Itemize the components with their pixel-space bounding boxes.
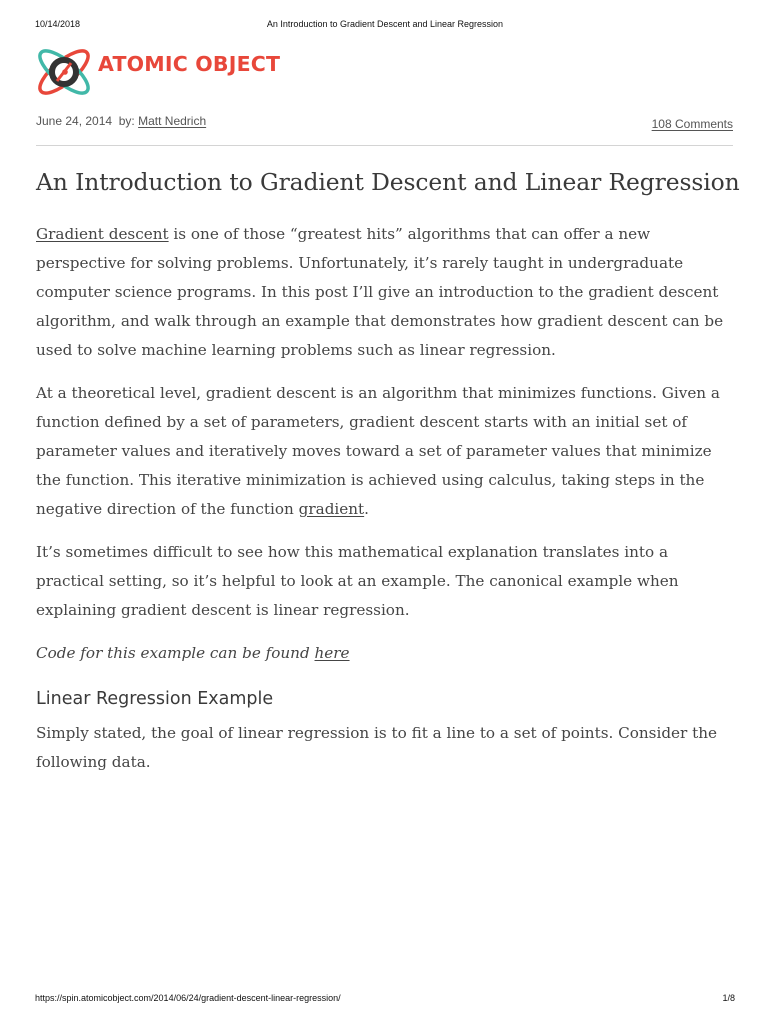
atom-logo-icon — [34, 38, 98, 108]
print-document-title: An Introduction to Gradient Descent and Linear Regression — [266, 19, 504, 29]
theory-period: . — [364, 500, 369, 518]
intro-text: is one of those “greatest hits” algorithms that can offer a new perspective for solving problems. Unfortunately, it’s rarely taught in undergraduate computer science programs. In this post I’ll give an introduction to the gradient descent algorithm, and walk through an example that demonstrates how gradient descent can be used to solve machine learning problems such as linear regression. — [36, 225, 724, 359]
page-number: 1/8 — [722, 993, 735, 1003]
code-note — [36, 639, 733, 668]
code-note-text: Code for this example can be found — [36, 644, 315, 662]
comments-link[interactable]: 108 Comments — [651, 117, 733, 131]
site-logo[interactable] — [34, 38, 281, 108]
intro-paragraph — [36, 220, 733, 365]
post-date: June 24, 2014 — [36, 114, 113, 128]
theory-paragraph — [36, 379, 733, 524]
theory-text: At a theoretical level, gradient descent is an algorithm that minimizes functions. Given a function defined by a set of parameters, gradient descent starts with an initial set of parameter values and iteratively moves toward a set of parameter values that minimize the function. This iterative minimization is achieved using calculus, taking steps in the negative direction of the function — [36, 384, 720, 518]
byline-label: by: — [118, 114, 135, 128]
print-header — [35, 19, 735, 31]
divider — [36, 145, 733, 146]
section-heading: Linear Regression Example — [36, 689, 274, 709]
brand-name: ATOMIC OBJECT — [98, 52, 281, 76]
post-meta — [36, 114, 733, 132]
example-paragraph: It’s sometimes difficult to see how this mathematical explanation translates into a practical setting, so it’s helpful to look at an example. The canonical example when explaining gradient descent is linear regression. — [36, 543, 679, 619]
gradient-link[interactable]: gradient — [298, 500, 365, 518]
article — [36, 164, 740, 777]
article-title: An Introduction to Gradient Descent and Linear Regression — [36, 168, 740, 196]
code-here-link[interactable]: here — [314, 644, 350, 662]
gradient-descent-link[interactable]: Gradient descent — [36, 225, 169, 243]
print-url: https://spin.atomicobject.com/2014/06/24/gradient-descent-linear-regression/ — [35, 993, 341, 1003]
author-link[interactable]: Matt Nedrich — [138, 114, 207, 128]
print-date: 10/14/2018 — [35, 19, 81, 29]
regression-paragraph: Simply stated, the goal of linear regression is to fit a line to a set of points. Consider the following data. — [36, 724, 718, 771]
print-footer — [35, 993, 735, 1005]
